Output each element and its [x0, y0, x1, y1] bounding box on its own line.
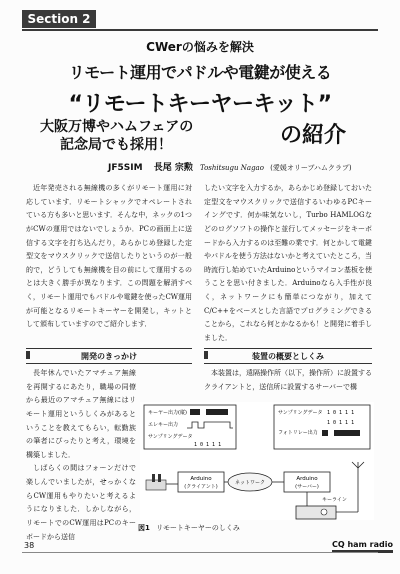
overview-paragraph: 本装置は，遠隔操作所（以下，操作所）に設置するクライアントと，送信所に設置するサーバーで構	[204, 369, 372, 391]
author-callsign: JF5SIM	[108, 163, 143, 173]
intro-left-column	[26, 182, 192, 344]
bottom-rule	[22, 552, 378, 553]
remote-keyer-diagram	[22, 402, 374, 522]
relay-pulse-1	[322, 430, 328, 436]
intro-paragraph: 近年発売される無線機の多くがリモート運用に対応しています．リモートシャックでオペレートされている方も多いと思います．そんな中，ネックの1つがCWの運用ではないでしょうか．PCの画面上に送信する文字を打ち込んだり，あらかじめ登録した定型文をマウスクリックで送信したりというのが一般的で，どうしても無線機を目の前にして運用するのとは大きく勝手が異なります．この問題を解消すべく，リモート運用でもパドルや電鍵を使ったCW運用が可能となるリモートキーヤーを開発し，キットとして頒布していますのでご紹介します．	[26, 184, 192, 329]
intro-paragraph-right: したい文字を入力するか，あらかじめ登録しておいた定型文をマウスクリックで送信するいわゆるPCキーイングです．何か味気ないし，Turbo HAMLOGなどのログソフトの操作と並行してメッセージをキーボードから入力するのは至難の業です．何とかして電鍵やパドルを使う方法はないかと考えていたところ，当時流行し始めていたArduinoというマイコン基板を使うことを思い付きました．Arduinoなら入手性が良く，ネットワークにも簡単につながり，加えてC/C++をベースとした言語でプログラミングできることから，これなら何とかなるかも！と開発に着手しました．	[204, 184, 372, 343]
title-line-1: CWerの悩みを解決	[146, 40, 254, 54]
keyer-pulse-1	[190, 409, 200, 415]
client-bits: 1 0 1 1 1	[194, 442, 222, 448]
heading-bar	[204, 351, 208, 359]
client-timing-label-1: キーヤー出力(縦)	[148, 410, 187, 416]
server-arduino-label-2: (サーバー)	[295, 484, 319, 490]
author-name-roman: Toshitsugu Nagao	[199, 164, 264, 172]
server-timing-label-2: フォトリレー出力	[278, 430, 318, 436]
byline	[108, 160, 352, 173]
author-name: 長尾 宗勲	[153, 163, 193, 173]
right-lower-column	[204, 367, 372, 399]
figure-caption	[138, 523, 240, 533]
network-label: ネットワーク	[234, 480, 266, 486]
figure-number: 図1	[138, 524, 150, 532]
title-line-3: “リモートキーヤーキット”	[68, 92, 332, 117]
server-timing-label-1: サンプリングデータ	[278, 410, 323, 416]
relay-pulse-2	[334, 430, 360, 436]
server-bits-top: 1 0 1 1 1	[327, 410, 355, 416]
client-timing-label-2: エレキー出力	[148, 422, 179, 428]
title-line-2: リモート運用でパドルや電鍵が使える	[68, 63, 332, 82]
heading-development-reason: 開発のきっかけ	[26, 348, 192, 364]
title-line-4: 大阪万博やハムフェアの	[40, 119, 194, 135]
intro-right-column	[204, 182, 372, 344]
heading-device-overview: 装置の概要としくみ	[204, 348, 372, 364]
heading-bar	[26, 351, 30, 359]
transceiver-icon	[296, 506, 336, 519]
figure-caption-text: リモートキーヤーのしくみ	[156, 524, 240, 532]
client-timing-label-3: サンプリングデータ	[148, 434, 193, 440]
development-paragraph-1: 長年休んでいたアマチュア無線を再開するにあたり，職場の同僚から最近のアマチュア無線にはリモート運用というしくみがあるということを教えてもらい，転勤族の筆者にぴったりと考え，環境を構築しました．	[26, 369, 136, 459]
client-arduino-label-1: Arduino	[190, 476, 212, 482]
key-line-label: キーライン	[322, 497, 347, 503]
section-label: Section 2	[22, 10, 96, 28]
transceiver-knob	[321, 509, 327, 515]
author-affiliation: (愛媛オリーブハムクラブ)	[270, 164, 352, 172]
title-line-6: の紹介	[280, 123, 347, 148]
development-paragraph-2: しばらくの間はフォーンだけで楽しんでいましたが，せっかくならCW運用もやりたいと考えるようになりました．しかしながら，リモートでのCW運用はPCのキーボードから送信	[26, 464, 136, 541]
top-rule	[22, 29, 378, 31]
magazine-logo: CQ ham radio	[332, 540, 393, 553]
title-line-5: 記念局でも採用！	[60, 137, 172, 153]
server-arduino-label-1: Arduino	[296, 476, 318, 482]
client-arduino-label-2: (クライアント)	[184, 484, 218, 490]
server-bits-bottom: 1 0 1 1 1	[327, 420, 355, 426]
keyer-pulse-2	[206, 409, 228, 415]
page-number: 38	[24, 541, 35, 550]
